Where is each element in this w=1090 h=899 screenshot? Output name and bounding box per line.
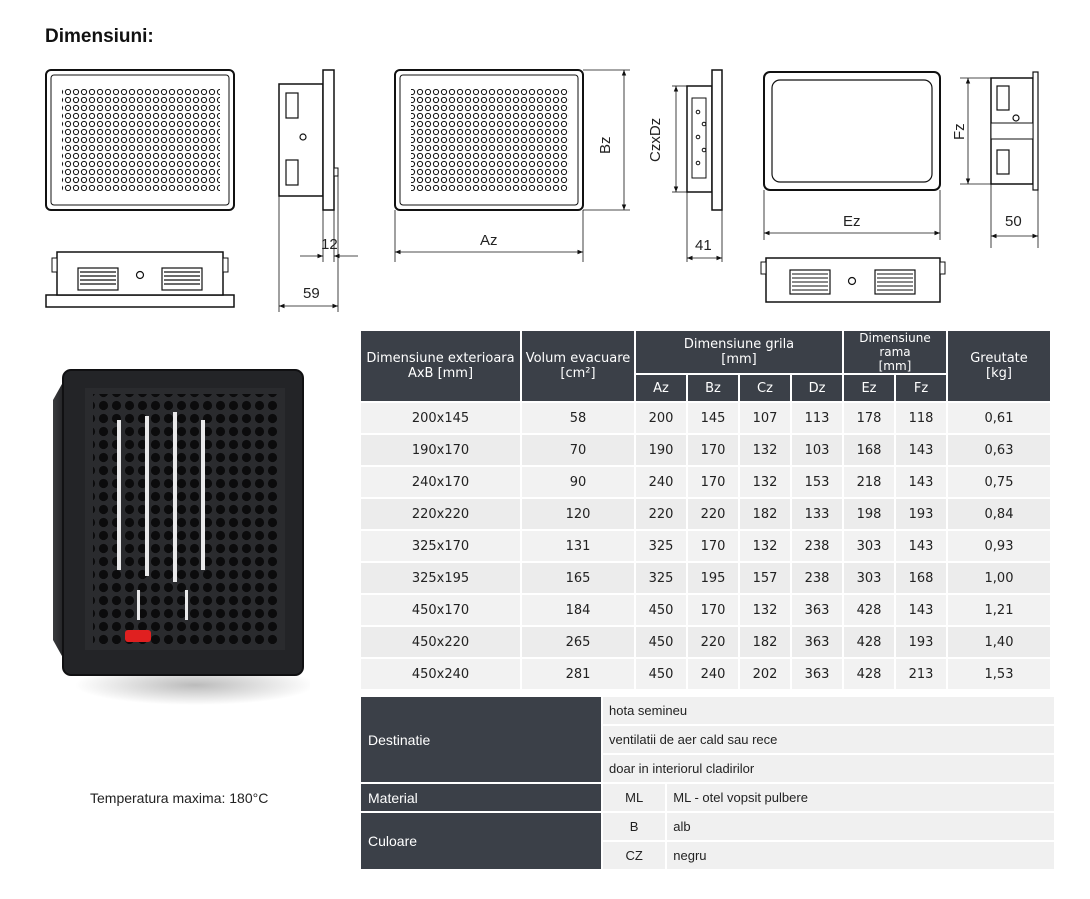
technical-drawings <box>0 0 1090 330</box>
info-table <box>361 697 1056 871</box>
bottom-view-grille <box>46 252 234 307</box>
product-photo <box>45 360 310 720</box>
th-sub-dz: Dz <box>792 375 844 403</box>
table-cell: 70 <box>522 435 636 467</box>
table-cell: 450x240 <box>361 659 522 691</box>
culoare-label: Culoare <box>361 813 603 871</box>
material-label: Material <box>361 784 603 813</box>
table-row <box>361 403 1052 435</box>
table-cell: 0,84 <box>948 499 1052 531</box>
th-sub-bz: Bz <box>688 375 740 403</box>
table-cell: 238 <box>792 563 844 595</box>
table-cell: 450 <box>636 627 688 659</box>
table-row <box>361 499 1052 531</box>
table-cell: 220x220 <box>361 499 522 531</box>
table-cell: 363 <box>792 627 844 659</box>
culoare-code: B <box>603 813 667 842</box>
dim-50-label: 50 <box>1005 213 1022 230</box>
table-row <box>361 467 1052 499</box>
table-cell: 1,21 <box>948 595 1052 627</box>
table-cell: 193 <box>896 627 948 659</box>
table-cell: 0,63 <box>948 435 1052 467</box>
table-cell: 428 <box>844 595 896 627</box>
table-cell: 1,40 <box>948 627 1052 659</box>
table-cell: 170 <box>688 595 740 627</box>
table-cell: 325x170 <box>361 531 522 563</box>
table-cell: 265 <box>522 627 636 659</box>
culoare-code: CZ <box>603 842 667 871</box>
destinatie-label: Destinatie <box>361 697 603 784</box>
table-cell: 58 <box>522 403 636 435</box>
dim-bz-label: Bz <box>597 136 614 154</box>
table-cell: 145 <box>688 403 740 435</box>
page-title: Dimensiuni: <box>45 26 154 47</box>
table-cell: 168 <box>896 563 948 595</box>
product-accent-tab <box>125 630 151 642</box>
table-cell: 170 <box>688 467 740 499</box>
table-cell: 178 <box>844 403 896 435</box>
table-cell: 132 <box>740 467 792 499</box>
material-code: ML <box>603 784 667 813</box>
table-cell: 1,53 <box>948 659 1052 691</box>
front-view-grille <box>46 70 234 210</box>
dim-59-label: 59 <box>303 285 320 302</box>
front-view-grille-dimensioned <box>395 70 630 262</box>
table-cell: 198 <box>844 499 896 531</box>
table-cell: 182 <box>740 499 792 531</box>
side-view-frame <box>960 72 1038 248</box>
table-cell: 450x220 <box>361 627 522 659</box>
culoare-value: alb <box>667 813 1056 842</box>
table-cell: 428 <box>844 659 896 691</box>
table-cell: 182 <box>740 627 792 659</box>
table-cell: 103 <box>792 435 844 467</box>
table-cell: 200 <box>636 403 688 435</box>
table-cell: 240 <box>688 659 740 691</box>
table-cell: 118 <box>896 403 948 435</box>
table-cell: 90 <box>522 467 636 499</box>
table-cell: 143 <box>896 467 948 499</box>
table-cell: 157 <box>740 563 792 595</box>
table-row <box>361 435 1052 467</box>
table-cell: 120 <box>522 499 636 531</box>
th-exterior: Dimensiune exterioara AxB [mm] <box>361 331 522 403</box>
dim-czdz-label: CzxDz <box>647 117 664 162</box>
dim-41-label: 41 <box>695 237 712 254</box>
side-view-grille <box>279 70 358 312</box>
dim-ez-label: Ez <box>843 213 861 230</box>
table-cell: 281 <box>522 659 636 691</box>
table-cell: 450 <box>636 595 688 627</box>
table-cell: 143 <box>896 435 948 467</box>
th-greutate: Greutate [kg] <box>948 331 1052 403</box>
table-cell: 450x170 <box>361 595 522 627</box>
th-sub-fz: Fz <box>896 375 948 403</box>
table-cell: 184 <box>522 595 636 627</box>
table-cell: 218 <box>844 467 896 499</box>
table-cell: 240 <box>636 467 688 499</box>
table-row <box>361 627 1052 659</box>
table-cell: 450 <box>636 659 688 691</box>
table-cell: 220 <box>636 499 688 531</box>
table-cell: 0,93 <box>948 531 1052 563</box>
dim-az-label: Az <box>480 232 498 249</box>
table-cell: 0,75 <box>948 467 1052 499</box>
th-volum: Volum evacuare [cm²] <box>522 331 636 403</box>
table-cell: 325 <box>636 563 688 595</box>
table-cell: 1,00 <box>948 563 1052 595</box>
table-cell: 220 <box>688 627 740 659</box>
table-cell: 220 <box>688 499 740 531</box>
table-cell: 132 <box>740 531 792 563</box>
th-sub-cz: Cz <box>740 375 792 403</box>
table-row <box>361 659 1052 691</box>
table-cell: 193 <box>896 499 948 531</box>
table-cell: 363 <box>792 595 844 627</box>
bottom-view-frame <box>761 258 945 302</box>
table-cell: 240x170 <box>361 467 522 499</box>
table-cell: 132 <box>740 595 792 627</box>
table-cell: 238 <box>792 531 844 563</box>
table-cell: 133 <box>792 499 844 531</box>
table-cell: 168 <box>844 435 896 467</box>
destinatie-item: doar in interiorul cladirilor <box>603 755 1056 784</box>
table-cell: 190 <box>636 435 688 467</box>
dim-12-label: 12 <box>321 236 338 253</box>
th-sub-az: Az <box>636 375 688 403</box>
table-cell: 143 <box>896 531 948 563</box>
table-cell: 107 <box>740 403 792 435</box>
table-cell: 200x145 <box>361 403 522 435</box>
th-sub-ez: Ez <box>844 375 896 403</box>
material-value: ML - otel vopsit pulbere <box>667 784 1056 813</box>
table-cell: 428 <box>844 627 896 659</box>
table-cell: 195 <box>688 563 740 595</box>
table-cell: 202 <box>740 659 792 691</box>
table-cell: 132 <box>740 435 792 467</box>
table-cell: 303 <box>844 563 896 595</box>
culoare-value: negru <box>667 842 1056 871</box>
destinatie-item: hota semineu <box>603 697 1056 726</box>
table-cell: 325 <box>636 531 688 563</box>
table-cell: 153 <box>792 467 844 499</box>
table-cell: 143 <box>896 595 948 627</box>
table-cell: 0,61 <box>948 403 1052 435</box>
table-cell: 131 <box>522 531 636 563</box>
table-row <box>361 531 1052 563</box>
table-row <box>361 563 1052 595</box>
table-cell: 165 <box>522 563 636 595</box>
table-cell: 363 <box>792 659 844 691</box>
table-cell: 213 <box>896 659 948 691</box>
th-grila: Dimensiune grila [mm] <box>636 331 844 375</box>
table-cell: 170 <box>688 435 740 467</box>
max-temperature: Temperatura maxima: 180°C <box>90 790 269 806</box>
table-row <box>361 595 1052 627</box>
dim-fz-label: Fz <box>951 123 968 140</box>
destinatie-item: ventilatii de aer cald sau rece <box>603 726 1056 755</box>
table-cell: 325x195 <box>361 563 522 595</box>
side-view-duct <box>672 70 722 262</box>
table-cell: 303 <box>844 531 896 563</box>
table-cell: 190x170 <box>361 435 522 467</box>
dimensions-table <box>361 331 1052 691</box>
th-rama: Dimensiune rama [mm] <box>844 331 948 375</box>
table-cell: 113 <box>792 403 844 435</box>
table-cell: 170 <box>688 531 740 563</box>
